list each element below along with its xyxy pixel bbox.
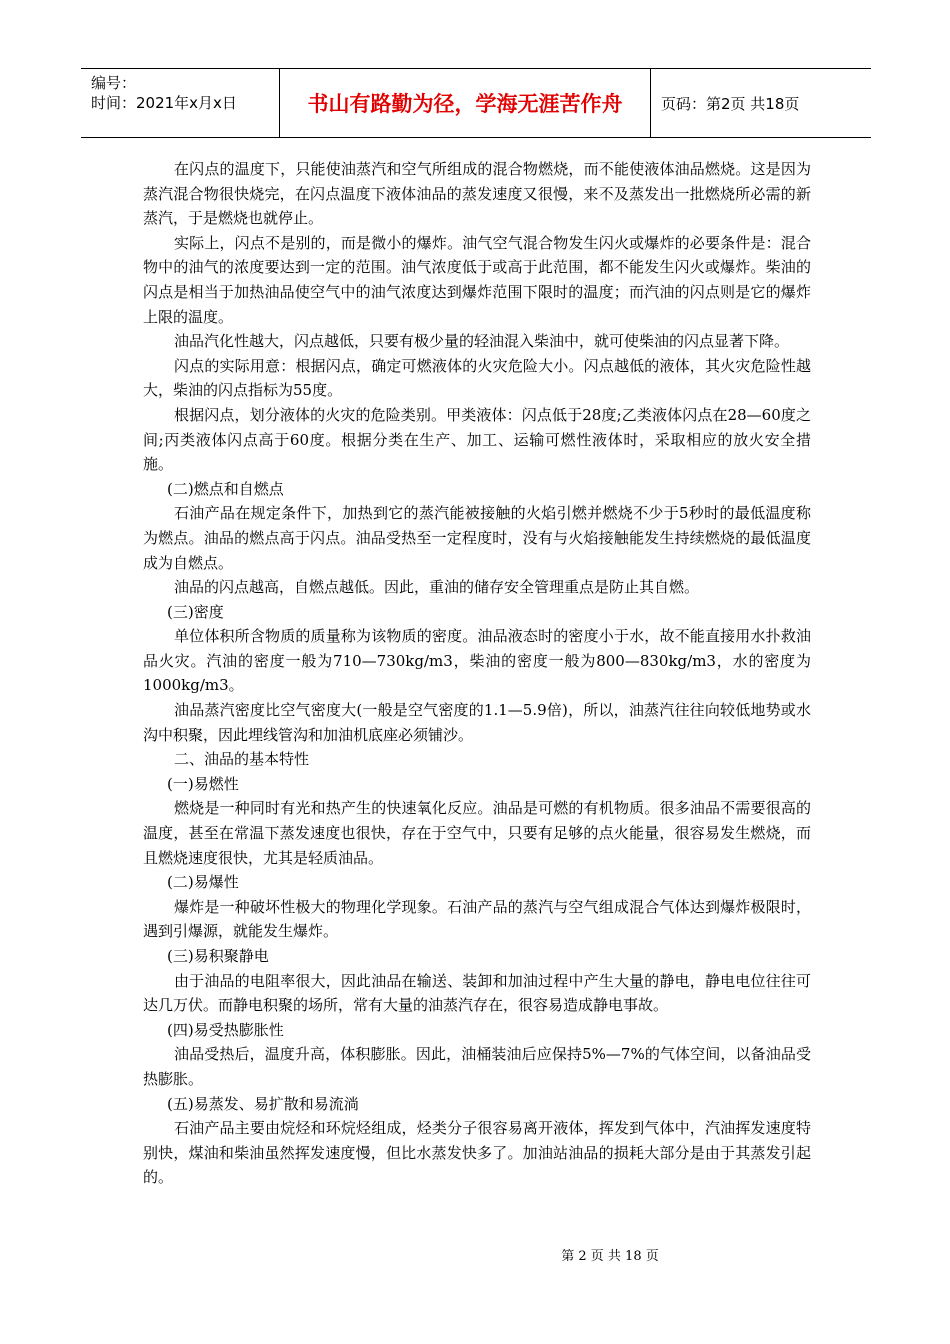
paragraph: 油品的闪点越高，自燃点越低。因此，重油的储存安全管理重点是防止其自燃。 [174, 578, 700, 597]
section-heading: (一)易燃性 [167, 774, 239, 793]
header-meta [81, 69, 280, 137]
paragraph: 油品受热后，温度升高，体积膨胀。因此，油桶装油后应保持5%—7%的气体空间，以备油品受热膨胀。 [143, 1045, 811, 1088]
section-heading: (二)易爆性 [167, 873, 239, 892]
page-footer [0, 1245, 950, 1264]
paragraph: 燃烧是一种同时有光和热产生的快速氧化反应。油品是可燃的有机物质。很多油品不需要很高的温度，甚至在常温下蒸发速度也很快，存在于空气中，只要有足够的点火能量，很容易发生燃烧，而且燃烧速度很快，尤其是轻质油品。 [143, 799, 811, 867]
paragraph: 石油产品主要由烷烃和环烷烃组成，烃类分子很容易离开液体，挥发到气体中，汽油挥发速度特别快，煤油和柴油虽然挥发速度慢，但比水蒸发快多了。加油站油品的损耗大部分是由于其蒸发引起的。 [143, 1119, 811, 1187]
paragraph: 石油产品在规定条件下，加热到它的蒸汽能被接触的火焰引燃并燃烧不少于5秒时的最低温度称为燃点。油品的燃点高于闪点。油品受热至一定程度时，没有与火焰接触能发生持续燃烧的最低温度成为自燃点。 [143, 504, 811, 572]
footer-page-number: 第 2 页 共 18 页 [561, 1249, 659, 1264]
page-header [81, 68, 871, 138]
section-heading: (二)燃点和自燃点 [167, 479, 284, 498]
doc-number-label: 编号： [91, 74, 137, 92]
section-heading: (五)易蒸发、易扩散和易流淌 [167, 1094, 359, 1113]
section-heading: (四)易受热膨胀性 [167, 1020, 284, 1039]
header-motto: 书山有路勤为径，学海无涯苦作舟 [280, 69, 651, 137]
paragraph: 由于油品的电阻率很大，因此油品在输送、装卸和加油过程中产生大量的静电，静电电位往往可达几万伏。而静电积聚的场所，常有大量的油蒸汽存在，很容易造成静电事故。 [143, 971, 811, 1015]
paragraph: 单位体积所含物质的质量称为该物质的密度。油品液态时的密度小于水，故不能直接用水扑救油品火灾。汽油的密度一般为710—730kg/m3，柴油的密度一般为800—830kg/m3，水的密度为1000kg/m3。 [143, 627, 811, 695]
doc-date-label: 时间：2021年x月x日 [91, 94, 237, 112]
section-heading: (三)易积聚静电 [167, 947, 269, 965]
paragraph: 爆炸是一种破坏性极大的物理化学现象。石油产品的蒸汽与空气组成混合气体达到爆炸极限时，遇到引爆源，就能发生爆炸。 [143, 897, 811, 941]
paragraph: 根据闪点，划分液体的火灾的危险类别。甲类液体：闪点低于28度;乙类液体闪点在28—60度之间;丙类液体闪点高于60度。根据分类在生产、加工、运输可燃性液体时，采取相应的放火安全措施。 [143, 405, 811, 474]
paragraph: 实际上，闪点不是别的，而是微小的爆炸。油气空气混合物发生闪火或爆炸的必要条件是：混合物中的油气的浓度要达到一定的范围。油气浓度低于或高于此范围，都不能发生闪火或爆炸。柴油的闪点是相当于加热油品使空气中的油气浓度达到爆炸范围下限时的温度；而汽油的闪点则是它的爆炸上限的温度。 [143, 233, 811, 326]
section-heading: 二、油品的基本特性 [174, 750, 310, 769]
document-body [143, 157, 811, 1190]
paragraph: 油品蒸汽密度比空气密度大(一般是空气密度的1.1—5.9倍)，所以，油蒸汽往往向较低地势或水沟中积聚，因此埋线管沟和加油机底座必须铺沙。 [143, 701, 811, 744]
paragraph: 在闪点的温度下，只能使油蒸汽和空气所组成的混合物燃烧，而不能使液体油品燃烧。这是因为蒸汽混合物很快烧完，在闪点温度下液体油品的蒸发速度又很慢，来不及蒸发出一批燃烧所必需的新蒸汽，于是燃烧也就停止。 [143, 160, 811, 228]
header-page-info: 页码：第2页 共18页 [661, 94, 800, 113]
paragraph: 闪点的实际用意：根据闪点，确定可燃液体的火灾危险大小。闪点越低的液体，其火灾危险性越大，柴油的闪点指标为55度。 [143, 356, 811, 400]
paragraph: 油品汽化性越大，闪点越低，只要有极少量的轻油混入柴油中，就可使柴油的闪点显著下降。 [174, 332, 790, 351]
section-heading: (三)密度 [167, 602, 224, 621]
